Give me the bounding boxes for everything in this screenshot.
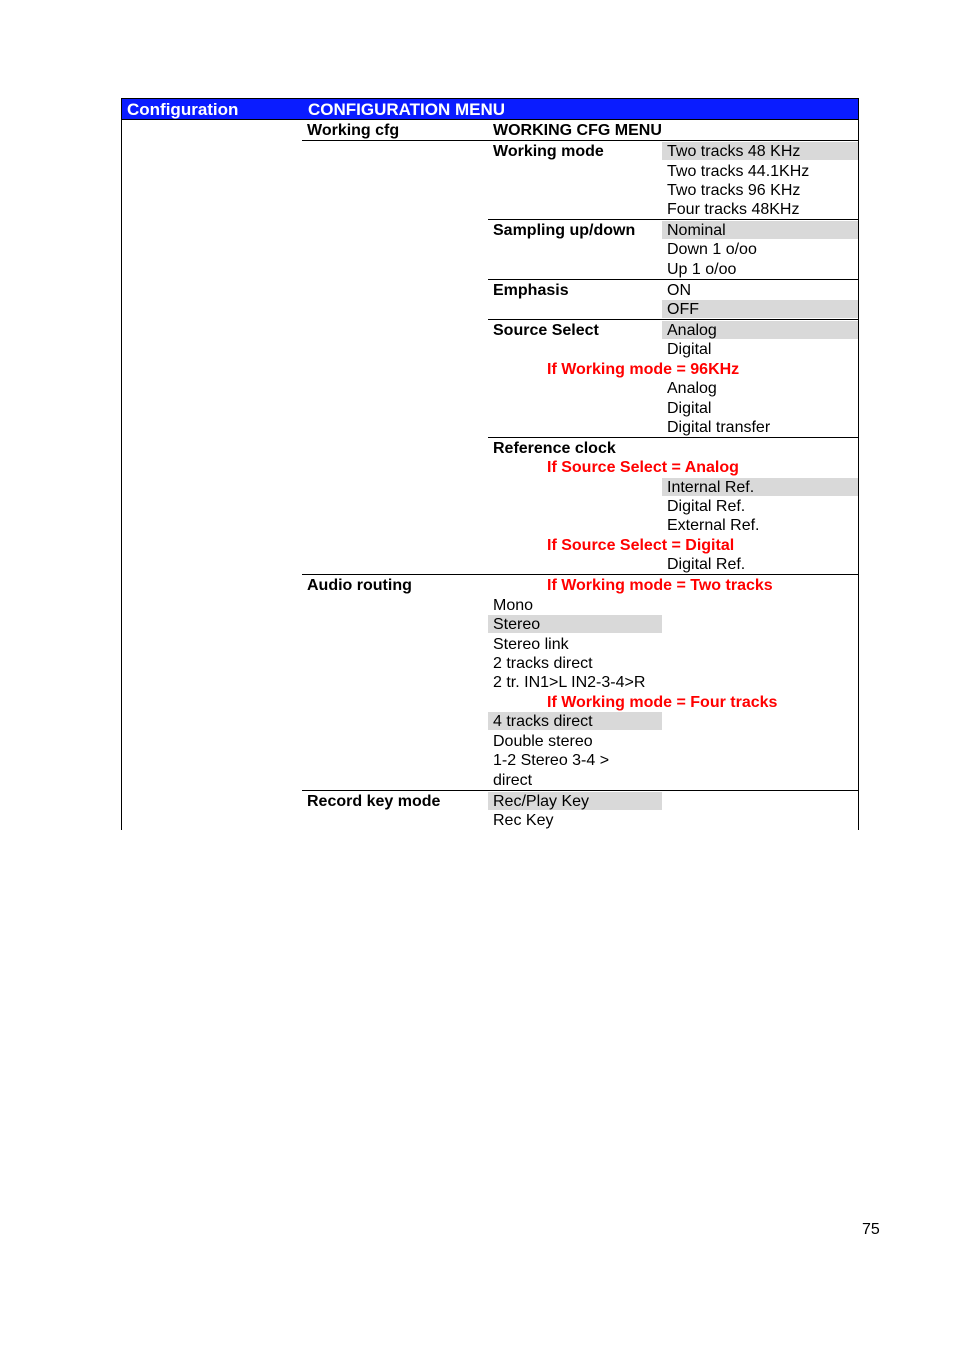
menu-header-bar — [121, 98, 859, 120]
option-item: Rec Key — [493, 812, 554, 829]
reference-clock-label: Reference clock — [493, 440, 616, 457]
option-item: Internal Ref. — [667, 479, 755, 496]
option-item: Stereo — [493, 616, 541, 633]
option-item: External Ref. — [667, 517, 760, 534]
rule-audio-routing — [302, 790, 859, 791]
rule-working-cfg — [302, 140, 859, 141]
option-item: Two tracks 44.1KHz — [667, 163, 810, 180]
option-item: Digital transfer — [667, 419, 771, 436]
option-item: Digital Ref. — [667, 498, 746, 515]
option-item: 2 tr. IN1>L IN2-3-4>R — [493, 674, 646, 691]
working-cfg-menu-title: WORKING CFG MENU — [493, 122, 662, 139]
option-item: direct — [493, 772, 533, 789]
option-item: ON — [667, 282, 691, 299]
option-item: OFF — [667, 301, 699, 318]
working-mode-label: Working mode — [493, 143, 604, 160]
rule-working-mode — [488, 219, 859, 220]
option-item: Mono — [493, 597, 534, 614]
option-item: Down 1 o/oo — [667, 241, 757, 258]
audio-routing-label: Audio routing — [307, 577, 412, 594]
option-item: Analog — [667, 380, 717, 397]
emphasis-label: Emphasis — [493, 282, 569, 299]
condition-label: If Source Select = Digital — [547, 537, 735, 554]
option-item: Analog — [667, 322, 717, 339]
right-border — [858, 120, 859, 830]
option-item: 1-2 Stereo 3-4 > — [493, 752, 610, 769]
condition-label: If Working mode = Two tracks — [547, 577, 773, 594]
rule-reference-clock — [302, 574, 859, 575]
option-item: 2 tracks direct — [493, 655, 593, 672]
condition-label: If Source Select = Analog — [547, 459, 739, 476]
option-item: 4 tracks direct — [493, 713, 593, 730]
sampling-label: Sampling up/down — [493, 222, 636, 239]
record-key-label: Record key mode — [307, 793, 441, 810]
option-item: Up 1 o/oo — [667, 261, 737, 278]
condition-label: If Working mode = Four tracks — [547, 694, 778, 711]
option-item: Stereo link — [493, 636, 569, 653]
rule-sampling — [488, 279, 859, 280]
option-item: Digital — [667, 341, 712, 358]
condition-label: If Working mode = 96KHz — [547, 361, 740, 378]
option-item: Two tracks 96 KHz — [667, 182, 801, 199]
option-item: Double stereo — [493, 733, 593, 750]
left-border — [121, 120, 122, 810]
option-item: Two tracks 48 KHz — [667, 143, 801, 160]
option-item: Rec/Play Key — [493, 793, 590, 810]
page-number: 75 — [862, 1221, 880, 1238]
option-item: Nominal — [667, 222, 726, 239]
option-item: Four tracks 48KHz — [667, 201, 800, 218]
section-title: Configuration — [127, 100, 239, 119]
left-border-tail — [121, 810, 122, 830]
working-cfg-label: Working cfg — [307, 122, 400, 139]
source-select-label: Source Select — [493, 322, 599, 339]
rule-source-select — [488, 437, 859, 438]
rule-emphasis — [488, 319, 859, 320]
option-item: Digital Ref. — [667, 556, 746, 573]
menu-title: CONFIGURATION MENU — [308, 100, 506, 119]
option-item: Digital — [667, 400, 712, 417]
